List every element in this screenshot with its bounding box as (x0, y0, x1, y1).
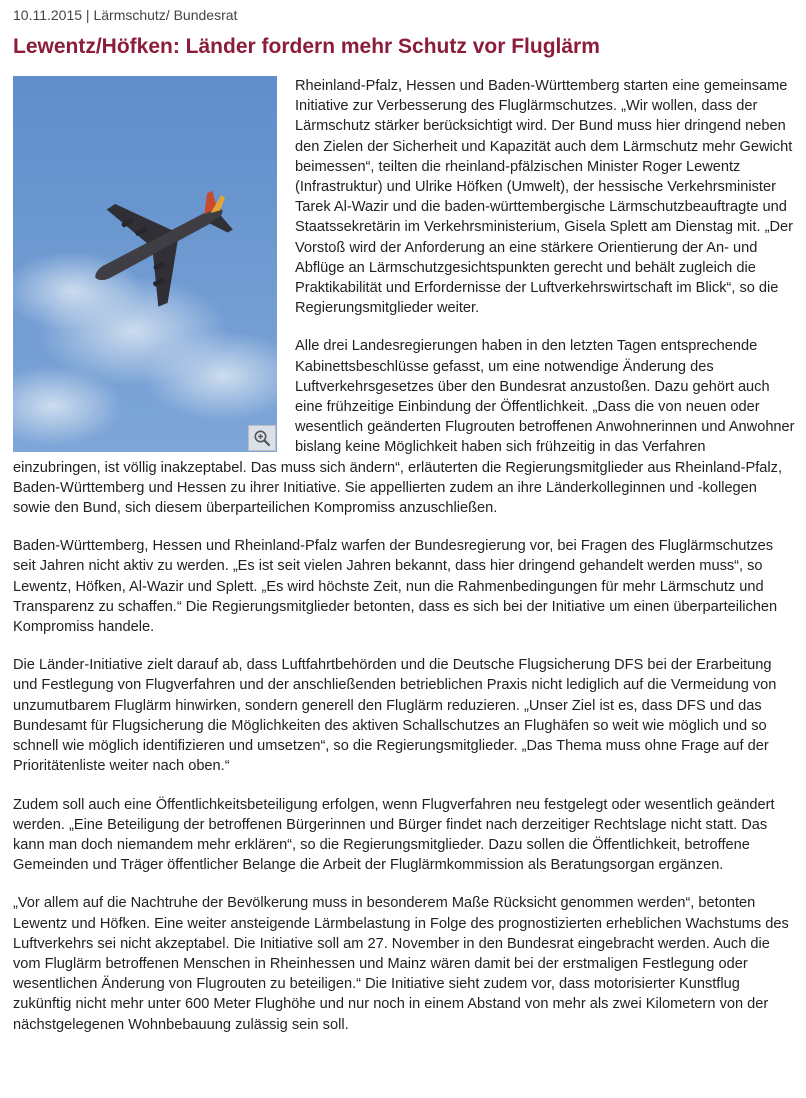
zoom-in-icon (253, 429, 271, 447)
paragraph: Zudem soll auch eine Öffentlichkeitsbeteiligung erfolgen, wenn Flugverfahren neu festgelegt oder wesentlich geändert werden. „Eine Beteiligung der betroffenen Bürgerinnen und Bürger findet nach derzeitiger Rechtslage nicht statt. Das kann man doch niemandem mehr erklären“, so die Regierungsmitglieder. Dazu sollen die Öffentlichkeit, betroffene Gemeinden und Träger öffentlicher Belange die Arbeit der Fluglärmkommission als Beratungsorgan ergänzen. (13, 796, 775, 874)
article-categories[interactable]: Lärmschutz/ Bundesrat (93, 7, 238, 23)
paragraph: Rheinland-Pfalz, Hessen und Baden-Württemberg starten eine gemeinsame Initiative zur Verbesserung des Fluglärmschutzes. „Wir wollen, dass der Lärmschutz stärker berücksichtigt wird. Der Bund muss hier dringend neben den Zielen der Sicherheit und Kapazität auch dem Lärmschutz mehr Gewicht beimessen“, teilten die rheinland-pfälzischen Minister Roger Lewentz (Infrastruktur) und Ulrike Höfken (Umwelt), der hessische Verkehrsminister Tarek Al-Wazir und die baden-württembergische Lärmschutzbeauftragte und Staatssekretärin im Verkehrsministerium, Gisela Splett am Dienstag mit. „Der Vorstoß wird der Anforderung an eine stärkere Orientierung der An- und Abflüge an Lärmschutzgesichtspunkten gerecht und behält zugleich die Praktikabilität und Erfordernisse der Luftverkehrswirtschaft im Blick“, so die Regierungsmitglieder weiter. (295, 78, 793, 317)
meta-separator: | (82, 7, 94, 23)
article-image[interactable] (13, 76, 277, 452)
zoom-in-button[interactable] (248, 425, 276, 451)
article-date: 10.11.2015 (13, 7, 83, 23)
article-body (13, 76, 795, 1053)
paragraph: Baden-Württemberg, Hessen und Rheinland-Pfalz warfen der Bundesregierung vor, bei Fragen des Fluglärmschutzes seit Jahren nicht aktiv zu werden. „Es ist seit vielen Jahren bekannt, dass hier dringend gehandelt werden muss“, so Lewentz, Höfken, Al-Wazir und Splett. „Es wird höchste Zeit, nun die Rahmenbedingungen für mehr Lärmschutz und Transparenz zu schaffen.“ Die Regierungsmitglieder betonten, dass es sich bei der Initiative um einen überparteilichen Kompromiss handele. (13, 538, 778, 636)
article-title: Lewentz/Höfken: Länder fordern mehr Schutz vor Fluglärm (13, 35, 600, 58)
airplane-photo (13, 76, 277, 452)
paragraph: Alle drei Landesregierungen haben in den letzten Tagen entsprechende Kabinettsbeschlüsse gefasst, um eine notwendige Änderung des Luftverkehrsgesetzes über den Bundesrat anzustoßen. Dazu gehört auch eine frühzeitige Einbindung der Öffentlichkeit. „Dass die von neuen oder wesentlich geänderten Flugrouten betroffenen Anwohnerinnen und Anwohner bislang keine Möglichkeit haben sich frühzeitig in das Verfahren einzubringen, ist völlig inakzeptabel. Das muss sich ändern“, erläuterten die Regierungsmitglieder aus Rheinland-Pfalz, Baden-Württemberg und Hessen zu ihrer Initiative. Sie appellierten zudem an ihre Länderkolleginnen und -kollegen sowie den Bund, sich diesem überparteilichen Kompromiss anzuschließen. (13, 338, 795, 517)
paragraph: „Vor allem auf die Nachtruhe der Bevölkerung muss in besonderem Maße Rücksicht genommen werden“, betonten Lewentz und Höfken. Eine weiter ansteigende Lärmbelastung in Folge des prognostizierten erheblichen Wachstums des Luftverkehrs sei nicht akzeptabel. Die Initiative soll am 27. November in den Bundesrat eingebracht werden. Auch die vom Fluglärm betroffenen Menschen in Rheinhessen und Mainz wären damit bei der erstmaligen Festlegung oder wesentlichen Änderung von Flugrouten zu beteiligen.“ Die Initiative sieht zudem vor, dass motorisierter Kunstflug zukünftig nicht mehr unter 600 Meter Flughöhe und nur noch in einem Abstand von mehr als zwei Kilometern von der nächstgelegenen Wohnbebauung zulässig sein soll. (13, 895, 789, 1033)
article-meta (13, 6, 237, 24)
paragraph: Die Länder-Initiative zielt darauf ab, dass Luftfahrtbehörden und die Deutsche Flugsicherung DFS bei der Erarbeitung und Festlegung von Flugverfahren und der anschließenden betrieblichen Praxis nicht lediglich auf die Vermeidung von unzumutbarem Fluglärm hinwirken, sondern generell den Fluglärm reduzieren. „Unser Ziel ist es, dass DFS und das Bundesamt für Flugsicherung die Möglichkeiten des aktiven Schallschutzes an Flughäfen so weit wie möglich und so schnell wie möglich identifizieren und umsetzen“, so die Regierungsmitglieder. „Das Thema muss ohne Frage auf der Prioritätenliste weiter nach oben.“ (13, 657, 777, 775)
